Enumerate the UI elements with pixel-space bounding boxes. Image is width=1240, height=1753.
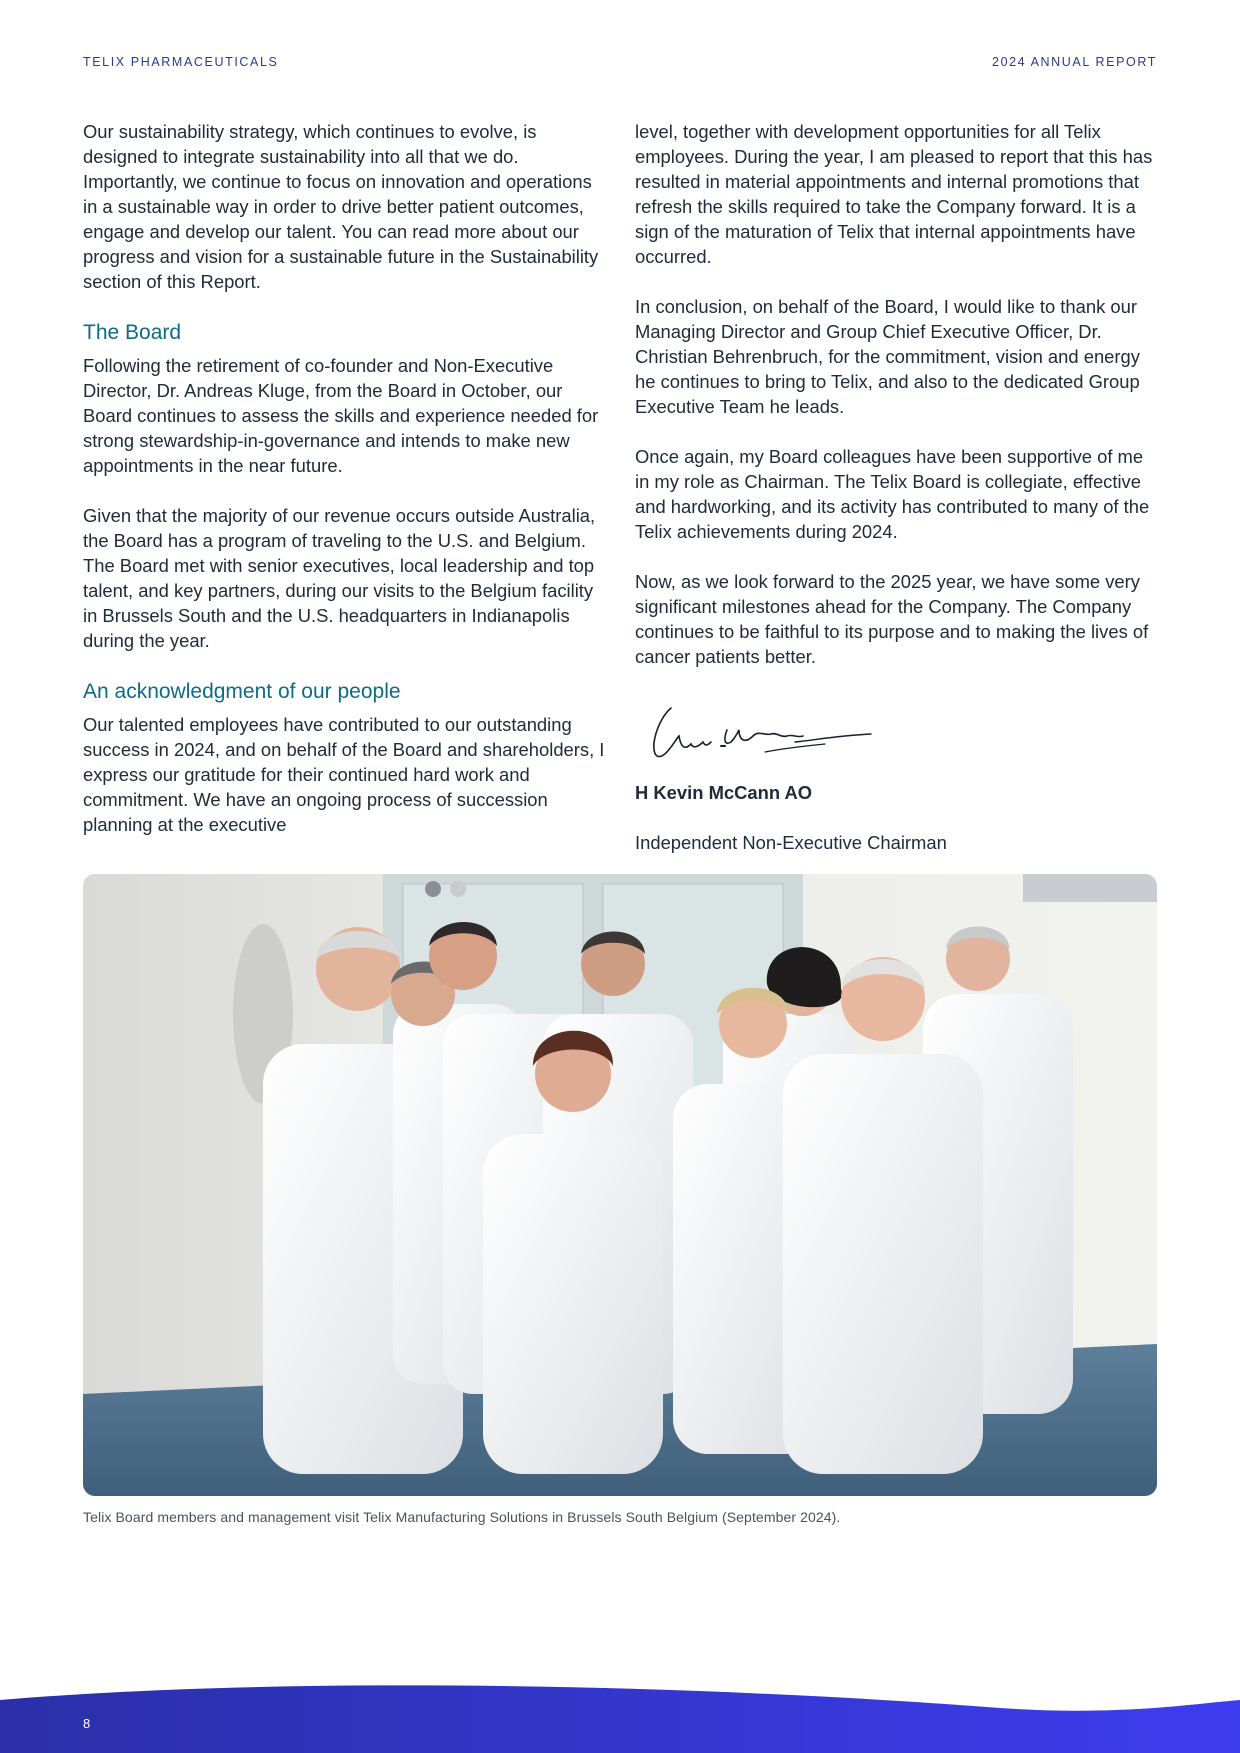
page-number: 8 xyxy=(83,1716,91,1731)
right-column xyxy=(635,119,1160,880)
people-paragraph: Our talented employees have contributed to our outstanding success in 2024, and on behalf of the Board and shareholders, I express our gratitude for their continued hard work and commitment. We have an ongoing process of succession planning at the executive xyxy=(83,714,605,835)
board-paragraph-2: Given that the majority of our revenue occurs outside Australia, the Board has a program of traveling to the U.S. and Belgium. The Board met with senior executives, local leadership and top talent, and key partners, during our visits to the Belgium facility in Brussels South and the U.S. headquarters in Indianapolis during the year. xyxy=(83,505,596,651)
right-paragraph-3: Once again, my Board colleagues have been supportive of me in my role as Chairman. The Telix Board is collegiate, effective and hardworking, and its activity has contributed to many of the Telix achievements during 2024. xyxy=(635,446,1150,542)
signer-title: Independent Non-Executive Chairman xyxy=(635,832,947,853)
right-paragraph-4: Now, as we look forward to the 2025 year, we have some very significant milestones ahead for the Company. The Company continues to be faithful to its purpose and to making the lives of cancer patients better. xyxy=(635,571,1149,667)
running-header-left: TELIX PHARMACEUTICALS xyxy=(83,55,279,69)
intro-paragraph: Our sustainability strategy, which continues to evolve, is designed to integrate sustainability into all that we do. Importantly, we continue to focus on innovation and operations in a sustainable way in order to drive better patient outcomes, engage and develop our talent. You can read more about our progress and vision for a sustainable future in the Sustainability section of this Report. xyxy=(83,121,599,292)
right-paragraph-2: In conclusion, on behalf of the Board, I would like to thank our Managing Director and Group Chief Executive Officer, Dr. Christian Behrenbruch, for the commitment, vision and energy he continues to bring to Telix, and also to the dedicated Group Executive Team he leads. xyxy=(635,296,1140,417)
running-header-right: 2024 ANNUAL REPORT xyxy=(992,55,1157,69)
signer-name: H Kevin McCann AO xyxy=(635,782,813,803)
board-heading: The Board xyxy=(83,321,182,344)
people-heading: An acknowledgment of our people xyxy=(83,680,401,703)
right-paragraph-1: level, together with development opportunities for all Telix employees. During the year, I am pleased to report that this has resulted in material appointments and internal promotions that refresh the skills required to take the Company forward. It is a sign of the maturation of Telix that internal appointments have occurred. xyxy=(635,121,1153,267)
board-paragraph-1: Following the retirement of co-founder and Non-Executive Director, Dr. Andreas Kluge, from the Board in October, our Board continues to assess the skills and experience needed for strong stewardship-in-governance and intends to make new appointments in the near future. xyxy=(83,355,599,476)
left-column xyxy=(83,119,605,862)
footer-wave xyxy=(0,1680,1240,1753)
chairman-signature xyxy=(635,690,1160,780)
photo-caption: Telix Board members and management visit Telix Manufacturing Solutions in Brussels South Belgium (September 2024). xyxy=(83,1509,841,1525)
board-group-photo xyxy=(83,874,1157,1496)
